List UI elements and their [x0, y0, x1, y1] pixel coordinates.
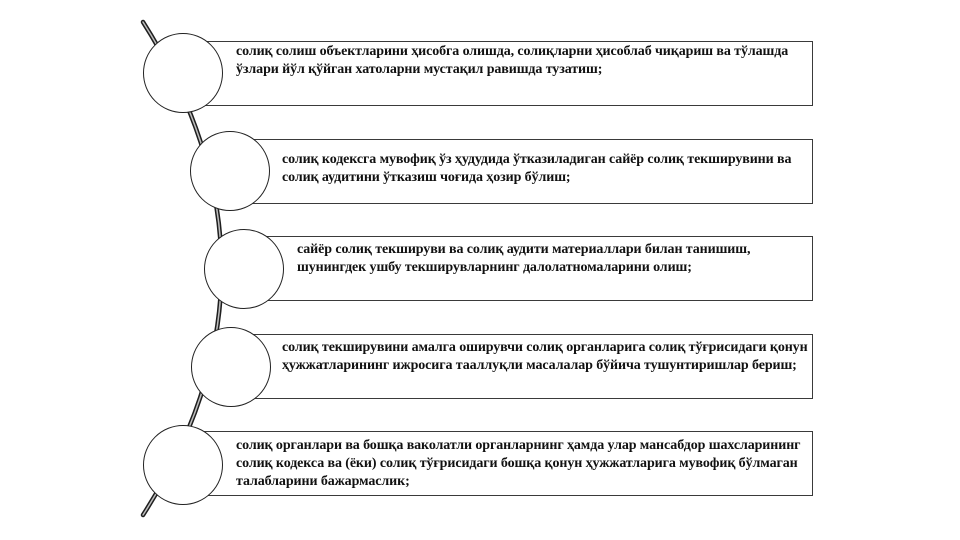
- list-item-text: солиқ текширувини амалга оширувчи солиқ органларига солиқ тўғрисидаги қонун ҳужжатларининг ижросига тааллуқли масалалар бўйича тушунтиришлар бериш;: [282, 340, 808, 373]
- list-item-text: солиқ органлари ва бошқа ваколатли органларнинг ҳамда улар мансабдор шахсларининг солиқ кодекса ва (ёки) солиқ тўғрисидаги бошқа қонун ҳужжатларига мувофиқ бўлмаган талабларини бажармаслик;: [236, 438, 801, 489]
- list-item-text: солиқ кодексга мувофиқ ўз ҳудудида ўтказиладиган сайёр солиқ текширувини ва солиқ аудитини ўтказиш чоғида ҳозир бўлиш;: [282, 152, 792, 185]
- list-item-marker: [143, 33, 223, 113]
- list-item-marker: [190, 131, 270, 211]
- list-item-marker: [191, 327, 271, 407]
- list-item-text: солиқ солиш объектларини ҳисобга олишда, солиқларни ҳисоблаб чиқариш ва тўлашда ўзлари йўл қўйган хатоларни мустақил равишда тузатиш;: [236, 44, 789, 77]
- list-item-marker: [204, 229, 284, 309]
- list-item-marker: [143, 425, 223, 505]
- list-item-text: сайёр солиқ текшируви ва солиқ аудити материаллари билан танишиш, шунингдек ушбу текширувларнинг далолатномаларини олиш;: [297, 242, 751, 275]
